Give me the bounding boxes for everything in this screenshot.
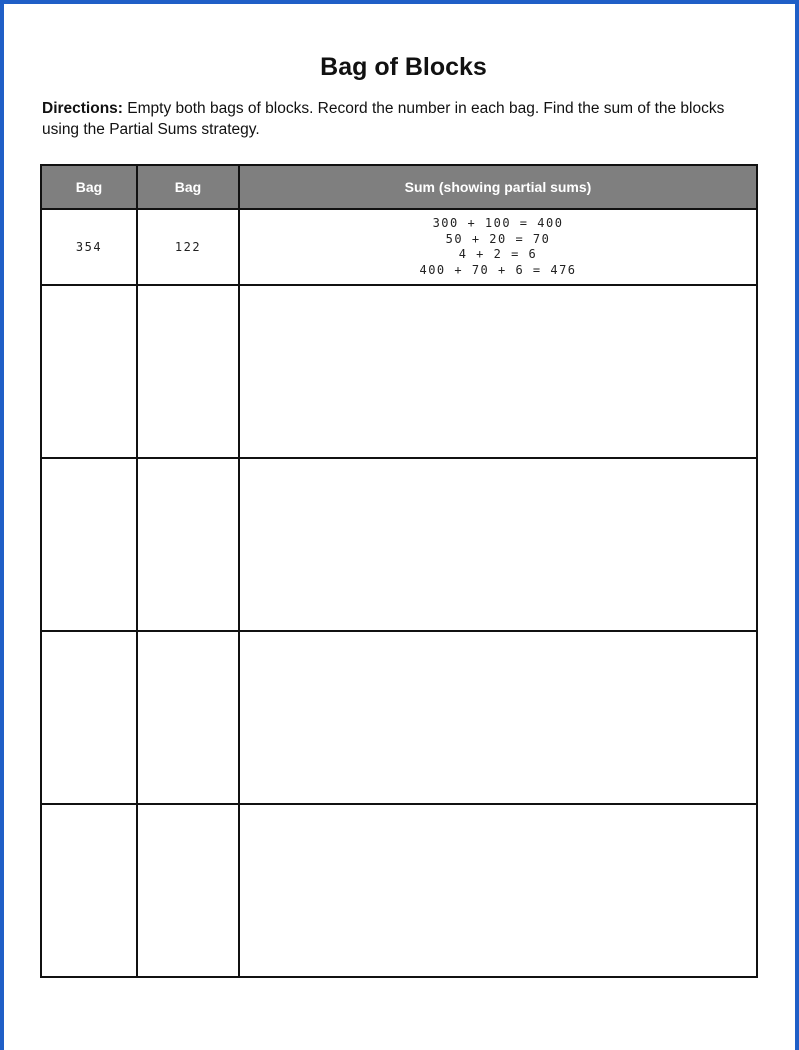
blank-bag-2-cell[interactable] <box>137 458 239 631</box>
blank-bag-1-cell[interactable] <box>41 631 137 804</box>
directions-label: Directions: <box>42 100 123 117</box>
table-header-row <box>41 165 757 209</box>
example-bag-1-value: 354 <box>75 240 103 254</box>
blank-row <box>41 631 757 804</box>
directions-body: Empty both bags of blocks. Record the number in each bag. Find the sum of the blocks using the Partial Sums strategy. <box>42 100 725 138</box>
blank-bag-1-cell[interactable] <box>41 804 137 977</box>
example-bag-2-cell <box>137 209 239 285</box>
example-sum-lines <box>240 216 756 278</box>
blank-sum-cell[interactable] <box>239 458 757 631</box>
blank-sum-cell[interactable] <box>239 285 757 458</box>
example-bag-1-cell <box>41 209 137 285</box>
example-row <box>41 209 757 285</box>
sum-line-tens: 50 + 20 = 70 <box>445 231 551 246</box>
header-bag-1: Bag <box>41 165 137 209</box>
header-bag-2: Bag <box>137 165 239 209</box>
sum-line-hundreds: 300 + 100 = 400 <box>432 216 564 230</box>
blank-bag-1-cell[interactable] <box>41 285 137 458</box>
sum-line-total: 400 + 70 + 6 = 476 <box>419 262 577 277</box>
blank-bag-1-cell[interactable] <box>41 458 137 631</box>
blank-bag-2-cell[interactable] <box>137 631 239 804</box>
example-bag-2-value: 122 <box>174 240 202 254</box>
blank-bag-2-cell[interactable] <box>137 804 239 977</box>
sum-line-ones: 4 + 2 = 6 <box>458 247 538 261</box>
example-sum-cell <box>239 209 757 285</box>
blank-sum-cell[interactable] <box>239 804 757 977</box>
blank-bag-2-cell[interactable] <box>137 285 239 458</box>
blank-row <box>41 285 757 458</box>
partial-sums-table <box>40 164 758 978</box>
page-title: Bag of Blocks <box>320 53 487 81</box>
blank-row <box>41 804 757 977</box>
directions-text <box>42 98 762 140</box>
header-sum: Sum (showing partial sums) <box>239 165 757 209</box>
blank-row <box>41 458 757 631</box>
blank-sum-cell[interactable] <box>239 631 757 804</box>
